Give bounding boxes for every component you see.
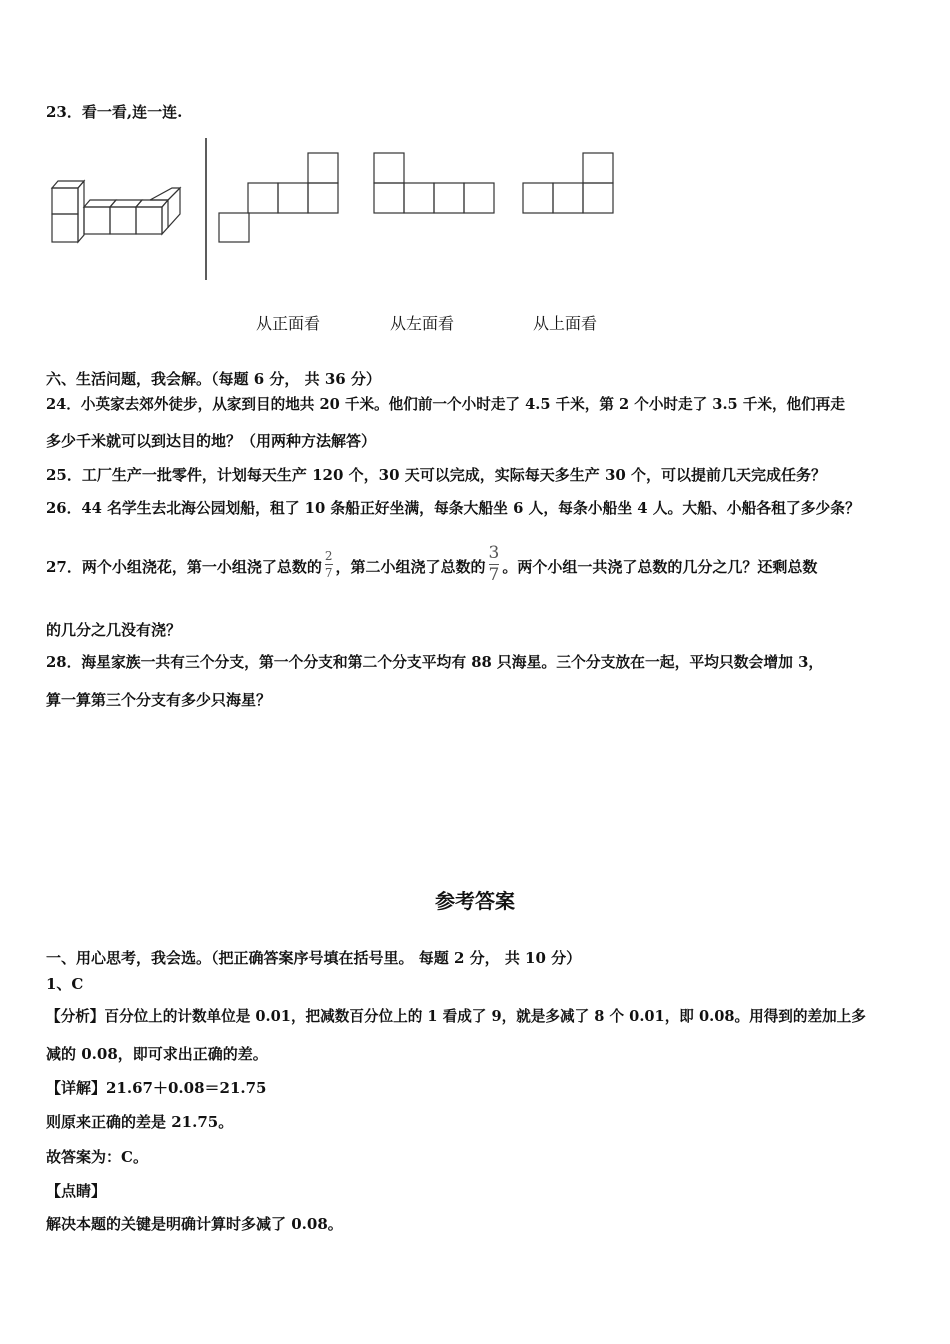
q27-part1: 27．两个小组浇花，第一小组浇了总数的 (46, 558, 322, 576)
analysis-line2: 减的 0.08，即可求出正确的差。 (46, 1045, 268, 1063)
q27-part2: ，第二小组浇了总数的 (335, 558, 486, 576)
label-left-view: 从左面看 (390, 314, 455, 333)
answers-title: 参考答案 (435, 889, 515, 913)
fraction-denominator: 7 (488, 564, 500, 585)
answers-section1-header: 一、用心思考，我会选。（把正确答案序号填在括号里。 每题 2 分， 共 10 分） (46, 949, 582, 967)
label-top-view: 从上面看 (533, 314, 598, 333)
view-figure-2 (374, 153, 494, 213)
analysis-line1: 【分析】百分位上的计数单位是 0.01，把减数百分位上的 1 看成了 9，就是多减了 8 个 0.01，即 0.08。用得到的差加上多 (46, 1008, 866, 1025)
fraction-2-7 (325, 550, 333, 579)
fraction-numerator: 2 (324, 548, 333, 563)
answer-line: 故答案为：C。 (46, 1148, 148, 1166)
q24-line1: 24．小英家去郊外徒步，从家到目的地共 20 千米。他们前一个小时走了 4.5 千米，第 2 个小时走了 3.5 千米，他们再走 (46, 396, 845, 413)
cube-assembly-figure (52, 181, 180, 242)
q27-line2: 的几分之几没有浇？ (46, 621, 182, 639)
section6-header: 六、生活问题，我会解。（每题 6 分， 共 36 分） (46, 370, 381, 388)
q23-title: 23．看一看,连一连. (46, 103, 183, 121)
fraction-denominator: 7 (324, 565, 333, 580)
q23-figures (0, 0, 950, 340)
view-figure-1 (219, 153, 338, 242)
q25: 25．工厂生产一批零件，计划每天生产 120 个，30 天可以完成，实际每天多生产 30 个，可以提前几天完成任务？ (46, 466, 827, 484)
q26: 26．44 名学生去北海公园划船，租了 10 条船正好坐满，每条大船坐 6 人，每条小船坐 4 人。大船、小船各租了多少条？ (46, 500, 860, 517)
q24-line2: 多少千米就可以到达目的地？（用两种方法解答） (46, 432, 377, 450)
tip-header: 【点睛】 (46, 1182, 107, 1200)
q27-line1 (46, 542, 817, 592)
q28-line1: 28．海星家族一共有三个分支，第一个分支和第二个分支平均有 88 只海星。三个分支放在一起，平均只数会增加 3， (46, 654, 824, 671)
fraction-3-7 (488, 542, 500, 585)
view-figure-3 (523, 153, 613, 213)
result-line: 则原来正确的差是 21.75。 (46, 1113, 234, 1131)
label-front-view: 从正面看 (256, 314, 321, 333)
detail-line: 【详解】21.67＋0.08＝21.75 (46, 1079, 267, 1097)
answer-1: 1、C (46, 975, 84, 993)
q28-line2: 算一算第三个分支有多少只海星？ (46, 691, 272, 709)
fraction-numerator: 3 (488, 542, 500, 563)
tip-line: 解决本题的关键是明确计算时多减了 0.08。 (46, 1215, 343, 1233)
q27-part3: 。两个小组一共浇了总数的几分之几？还剩总数 (502, 558, 818, 576)
